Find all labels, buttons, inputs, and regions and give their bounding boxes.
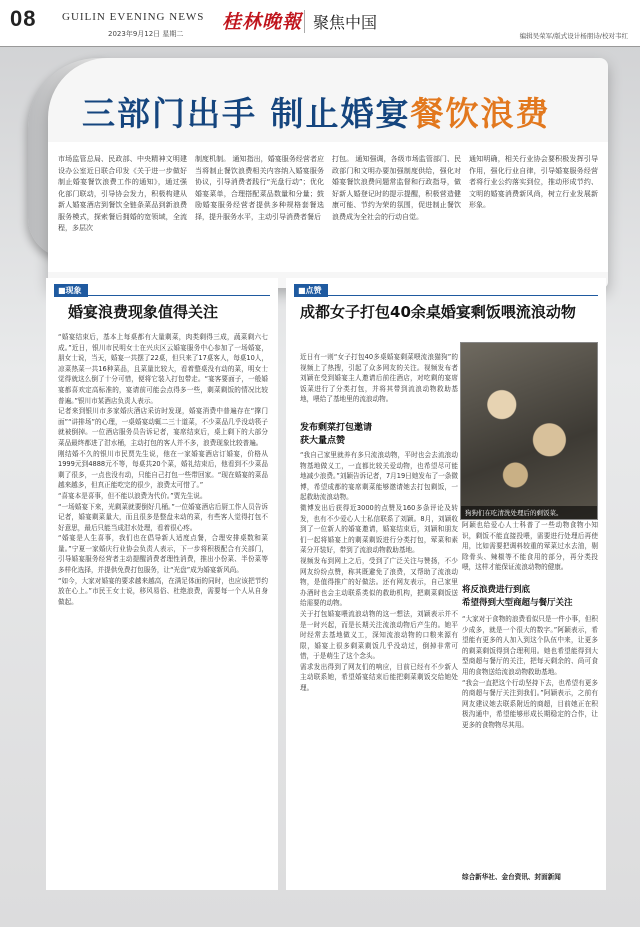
- subheading: 发布剩菜打包邀请 获大量点赞: [300, 423, 373, 446]
- dogs-eating-photo: [460, 342, 598, 520]
- article-body: “婚宴结束后，基本上每桌都有大量剩菜，肉类剩得三成，蔬菜剩六七成。”近日，银川市民明女士在兴庆区云婚宴服务中心参加了一场婚宴，朋女士说，当天，婚宴一共摆了22桌，但只来了17桌客人，每桌10人，凉菜热菜一共16种菜品，且菜量比较大，看着整桌没有动的菜，明女士觉得就这么倒了十分可惜，便将它装入打包带走。“宴客要面子，一般婚宴都喜欢定高标准的，宴请前可能会点得多一些，剩菜剩饭的情况比较普遍。”银川市某酒店负责人表示。 记者来到银川市多家婚庆酒店采访时发现，婚宴消费中普遍存在“撑门面”“讲排场”的心理，一桌婚宴动辄二三十道菜，不少菜品几乎没动筷子就被倒掉。一位酒店服务员告诉记者，宴席结束后，桌上剩下的大部分菜品最终都进了泔水桶，主动打包的客人并不多，浪费现象比较普遍。 刚结婚不久的银川市民贾先生说，他在一家婚宴酒店订婚宴，价格从1999元到4888元不等，每桌共20个菜，婚礼结束后，他看到不少菜品剩了很多，一点也没有动，只能自己打包一些带回家。“现在婚宴的菜品越来越多，但真正能吃完的很少，浪费太可惜了。” “喜宴本是喜事，但不能以浪费为代价。”贾先生说。 “一场婚宴下来，光剩菜就要倒好几桶。”一位婚宴酒店后厨工作人员告诉记者，婚宴剩菜量大，而且很多是整盘未动的菜，有些客人觉得打包不好意思，最后只能当成泔水处理，看着很心疼。 “婚宴是人生喜事，我们也在倡导新人适度点餐，合理安排桌数和菜量。”宁夏一家婚庆行业协会负责人表示，下一步将积极配合有关部门，引导婚宴服务经营者主动提醒消费者理性消费，推出小份菜、半份菜等多样化选择，并提供免费打包服务，让“光盘”成为婚宴新风尚。 “如今，大家对婚宴的要求越来越高，在满足体面的同时，也应该把节约放在心上。”市民王女士说，移风易俗、杜绝浪费，需要每一个人从自身做起。: [58, 333, 268, 606]
- page-number: 08: [10, 6, 37, 31]
- intro-column: 制度机制。 通知指出，婚宴服务经营者应当将制止餐饮浪费相关内容纳入婚宴服务协议，引导消费者践行“光盘行动”；优化婚宴菜单，合理搭配菜品数量和分量；鼓励婚宴服务经营者提供多种规格套餐选择，提升服务水平，主动引导消费者餐后: [195, 155, 324, 221]
- article-source: 综合新华社、金台资讯、封面新闻: [462, 873, 561, 881]
- article-body: “我自己家里就养有多只流浪动物，平时也会去流浪动物基地做义工，一直都比较关爱动物，也希望尽可能地减少浪费。”刘颖告诉记者，7月19日她发布了一条微博，希望成都的宴席剩菜能够邀请她去打包剩饭，一起救助流浪动物。 微博发出后获得近3000的点赞及160多条评论及转发，也有不少爱心人士私信联系了刘颖。8月，刘颖收到了一位新人的婚宴邀请，婚宴结束后，刘颖和朋友们一起将婚宴上的剩菜剩饭进行分类打包，荤菜和素菜分开装好，带到了流浪动物救助基地。 视频发布到网上之后，受到了广泛关注与赞扬，不少网友纷纷点赞，称其既避免了浪费，又帮助了流浪动物，是值得推广的好做法。还有网友表示，自己家里办酒时也会主动联系类似的救助机构，把剩菜剩饭送给需要的动物。 关于打包婚宴喂流浪动物的这一想法，刘颖表示并不是一时兴起，而是长期关注流浪动物后产生的。她平时经常去基地做义工，深知流浪动物的口粮来源有限，婚宴上很多剩菜剩饭几乎没动过，倒掉非常可惜，于是萌生了这个念头。 需求发出得到了网友们的响应，目前已经有不少新人主动联系她，希望婚宴结束后能把剩菜剩饭交给她处理。: [300, 451, 458, 693]
- article-title: 婚宴浪费现象值得关注: [68, 303, 219, 321]
- headline-part-1: 三部门出手 制止婚宴: [82, 94, 411, 133]
- paper-english-name: GUILIN EVENING NEWS: [62, 11, 205, 23]
- paper-logo: 桂林晚報: [222, 11, 303, 33]
- headline-part-2: 餐饮浪费: [410, 94, 551, 133]
- intro-column: 市场监管总局、民政部、中央精神文明建设办公室近日联合印发《关于进一步做好制止婚宴餐饮浪费工作的通知》，通过强化部门联动，引导协会发力，积极构建从新人婚宴酒店到餐饮全链条菜品到新浪费服务模式，探索餐后拥婚的宽领域，全流程，多层次: [58, 155, 187, 232]
- left-article: [46, 278, 278, 890]
- intro-column: 打包。 通知强调，各级市场监管部门、民政部门和文明办要加强制度供给，强化对婚宴餐饮浪费问题常监督和行政指导，做好新人婚登记时的提示提醒，积极营造健康可能、节约为荣的氛围，促进制止餐饮浪费成为全社会的行动自觉。: [332, 155, 461, 221]
- section-tag: ■点赞: [294, 284, 328, 297]
- masthead: [0, 0, 640, 47]
- intro-block: [48, 142, 608, 272]
- editor-credits: 编辑吴荣军/版式设计杨朋诗/校对韦红: [519, 32, 628, 40]
- page-headline: [82, 88, 551, 135]
- section-tag: ■现象: [54, 284, 88, 297]
- issue-date: 2023年9月12日 星期二: [108, 30, 184, 38]
- article-title: 成都女子打包40余桌婚宴剩饭喂流浪动物: [300, 303, 576, 321]
- subheading: 将反浪费进行到底 希望得到大型商超与餐厅关注: [462, 585, 573, 608]
- article-body: “大家对于食物的浪费看似只是一件小事，但积少成多，就是一个很大的数字。”阿颖表示，希望能有更多的人加入到这个队伍中来，让更多的剩菜剩饭得到合理利用。她也希望能得到大型商超与餐厅的关注，把每天剩余的、尚可食用的食物送给流浪动物救助基地。 “我会一直把这个行动坚持下去，也希望有更多的商超与餐厅关注到我们。”阿颖表示，之前有网友建议她去联系附近的商超，目前她正在积极沟通中，希望能够形成长期稳定的合作，让更多的食物物尽其用。: [462, 615, 598, 729]
- intro-column: 通知明确，相关行业协会要积极发挥引导作用，强化行业自律，引导婚宴服务经营者将行业公约落实到位，推动形成节约、文明的婚宴消费新风尚，树立行业发展新形象。: [469, 155, 598, 209]
- photo-caption: 狗狗们在吃清洗处理后的剩饭菜。: [461, 506, 597, 519]
- article-body: 阿颖也给爱心人士科普了一些动物食物小知识，剩饭不能直接投喂，需要进行处理后再使用，比如需要把调料较重的荤菜过水去油，剔除骨头、辣椒等不能食用的部分，再分类投喂，这样才能保证流浪动物的健康。: [462, 521, 598, 572]
- section-name: 聚焦中国: [304, 10, 377, 33]
- article-body: 近日有一则“女子打包40多桌婚宴剩菜喂流浪猫狗”的视频上了热搜，引起了众多网友的关注。视频发布者刘颖在受到婚宴主人邀请后前往酒店，对吃剩的宴席饭菜进行了分类打包，并将其带到流浪动物救助基地，喂给了基地里的流浪动物。: [300, 353, 458, 404]
